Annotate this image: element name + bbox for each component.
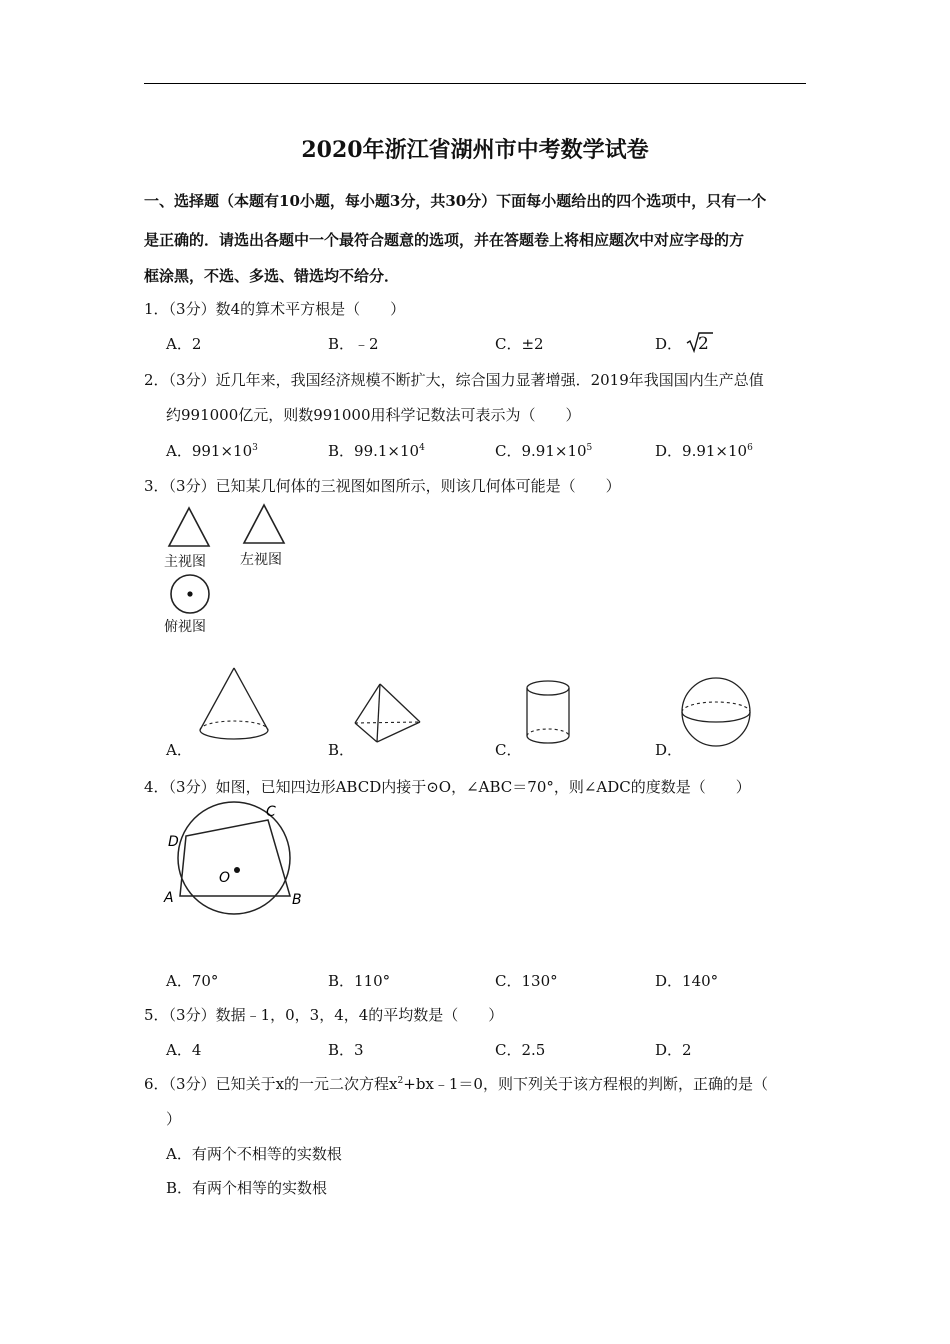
q1-option-c: C．±2 [495, 335, 544, 353]
cylinder-shape [523, 678, 575, 748]
q2-option-d [655, 440, 753, 461]
q6-option-b: B．有两个相等的实数根 [166, 1179, 328, 1197]
q2-option-c [495, 440, 592, 461]
q6-option-a: A．有两个不相等的实数根 [166, 1145, 342, 1163]
q3-option-c: C． [495, 741, 522, 759]
label-b: B [292, 892, 302, 908]
cone-shape [195, 665, 275, 747]
q4-option-c: C．130° [495, 972, 558, 990]
q3-option-d: D． [655, 741, 683, 759]
sphere-shape [678, 676, 754, 748]
left-view-label: 左视图 [240, 552, 282, 568]
q2-option-a-exp: 3 [252, 443, 258, 453]
q4-option-b: B．110° [328, 972, 391, 990]
top-view-center-dot [187, 591, 192, 596]
q2-option-a [166, 440, 258, 461]
label-a: A [164, 890, 174, 906]
sqrt-radicand: 2 [698, 334, 709, 354]
q5-option-b: B．3 [328, 1041, 364, 1059]
q3-option-a: A． [166, 741, 192, 759]
label-o: O [219, 870, 231, 886]
q2-option-b-exp: 4 [419, 443, 425, 453]
q6-stem-exp: 2 [397, 1076, 404, 1086]
radical-sign-icon [686, 331, 714, 353]
question-4-stem: 4．（3分）如图，已知四边形ABCD内接于⊙O，∠ABC＝70°，则∠ADC的度数是（ ） [144, 778, 751, 796]
q2-option-c-text: C．9.91×10 [495, 442, 587, 460]
page-title: 2020年浙江省湖州市中考数学试卷 [301, 137, 649, 163]
q5-option-a: A．4 [166, 1041, 202, 1059]
q2-option-b-text: B．99.1×10 [328, 442, 420, 460]
inscribed-quadrilateral-figure [160, 800, 310, 915]
q5-option-d: D．2 [655, 1041, 692, 1059]
q6-stem-pre: 6．（3分）已知关于x的一元二次方程x [144, 1075, 398, 1093]
q2-option-d-exp: 6 [747, 443, 753, 453]
label-d: D [168, 834, 179, 850]
q4-option-d: D．140° [655, 972, 719, 990]
q6-stem-post: +bx﹣1＝0，则下列关于该方程根的判断，正确的是（ [403, 1075, 768, 1093]
top-view-label: 俯视图 [164, 619, 206, 635]
pyramid-shape [350, 680, 425, 748]
q1-option-d-prefix: D． [655, 335, 683, 353]
question-2-stem-line-2: 约991000亿元，则数991000用科学记数法可表示为（ ） [166, 406, 581, 424]
q2-option-b [328, 440, 425, 461]
q2-option-d-text: D．9.91×10 [655, 442, 748, 460]
header-rule [144, 83, 806, 84]
question-2-stem-line-1: 2．（3分）近几年来，我国经济规模不断扩大，综合国力显著增强．2019年我国国内生产总值 [144, 371, 764, 389]
question-1-stem: 1．（3分）数4的算术平方根是（ ） [144, 300, 406, 318]
center-point-o [234, 867, 240, 873]
q2-option-c-exp: 5 [586, 443, 593, 453]
sqrt-symbol [686, 334, 709, 354]
question-5-stem: 5．（3分）数据﹣1，0，3，4，4的平均数是（ ） [144, 1006, 504, 1024]
section-instructions-line-2: 是正确的．请选出各题中一个最符合题意的选项，并在答题卷上将相应题次中对应字母的方 [144, 231, 745, 249]
q2-option-a-text: A．991×10 [166, 442, 253, 460]
section-instructions-line-3: 框涂黑，不选、多选、错选均不给分． [144, 267, 400, 285]
q1-option-b: B．﹣2 [328, 335, 379, 353]
q5-option-c: C．2.5 [495, 1041, 546, 1059]
left-view-triangle [244, 505, 284, 543]
quadrilateral-abcd [180, 820, 290, 896]
question-3-stem: 3．（3分）已知某几何体的三视图如图所示，则该几何体可能是（ ） [144, 477, 621, 495]
label-c: C [266, 804, 276, 820]
section-instructions-line-1: 一、选择题（本题有10小题，每小题3分，共30分）下面每小题给出的四个选项中，只有一个 [144, 192, 767, 210]
question-6-stem-line-2: ） [166, 1110, 182, 1128]
front-view-label: 主视图 [164, 554, 206, 570]
q1-option-d [655, 333, 709, 354]
q4-option-a: A．70° [166, 972, 219, 990]
q3-option-b: B． [328, 741, 355, 759]
front-view-triangle [169, 508, 209, 546]
q1-option-a: A．2 [166, 335, 202, 353]
question-6-stem-line-1 [144, 1073, 768, 1094]
